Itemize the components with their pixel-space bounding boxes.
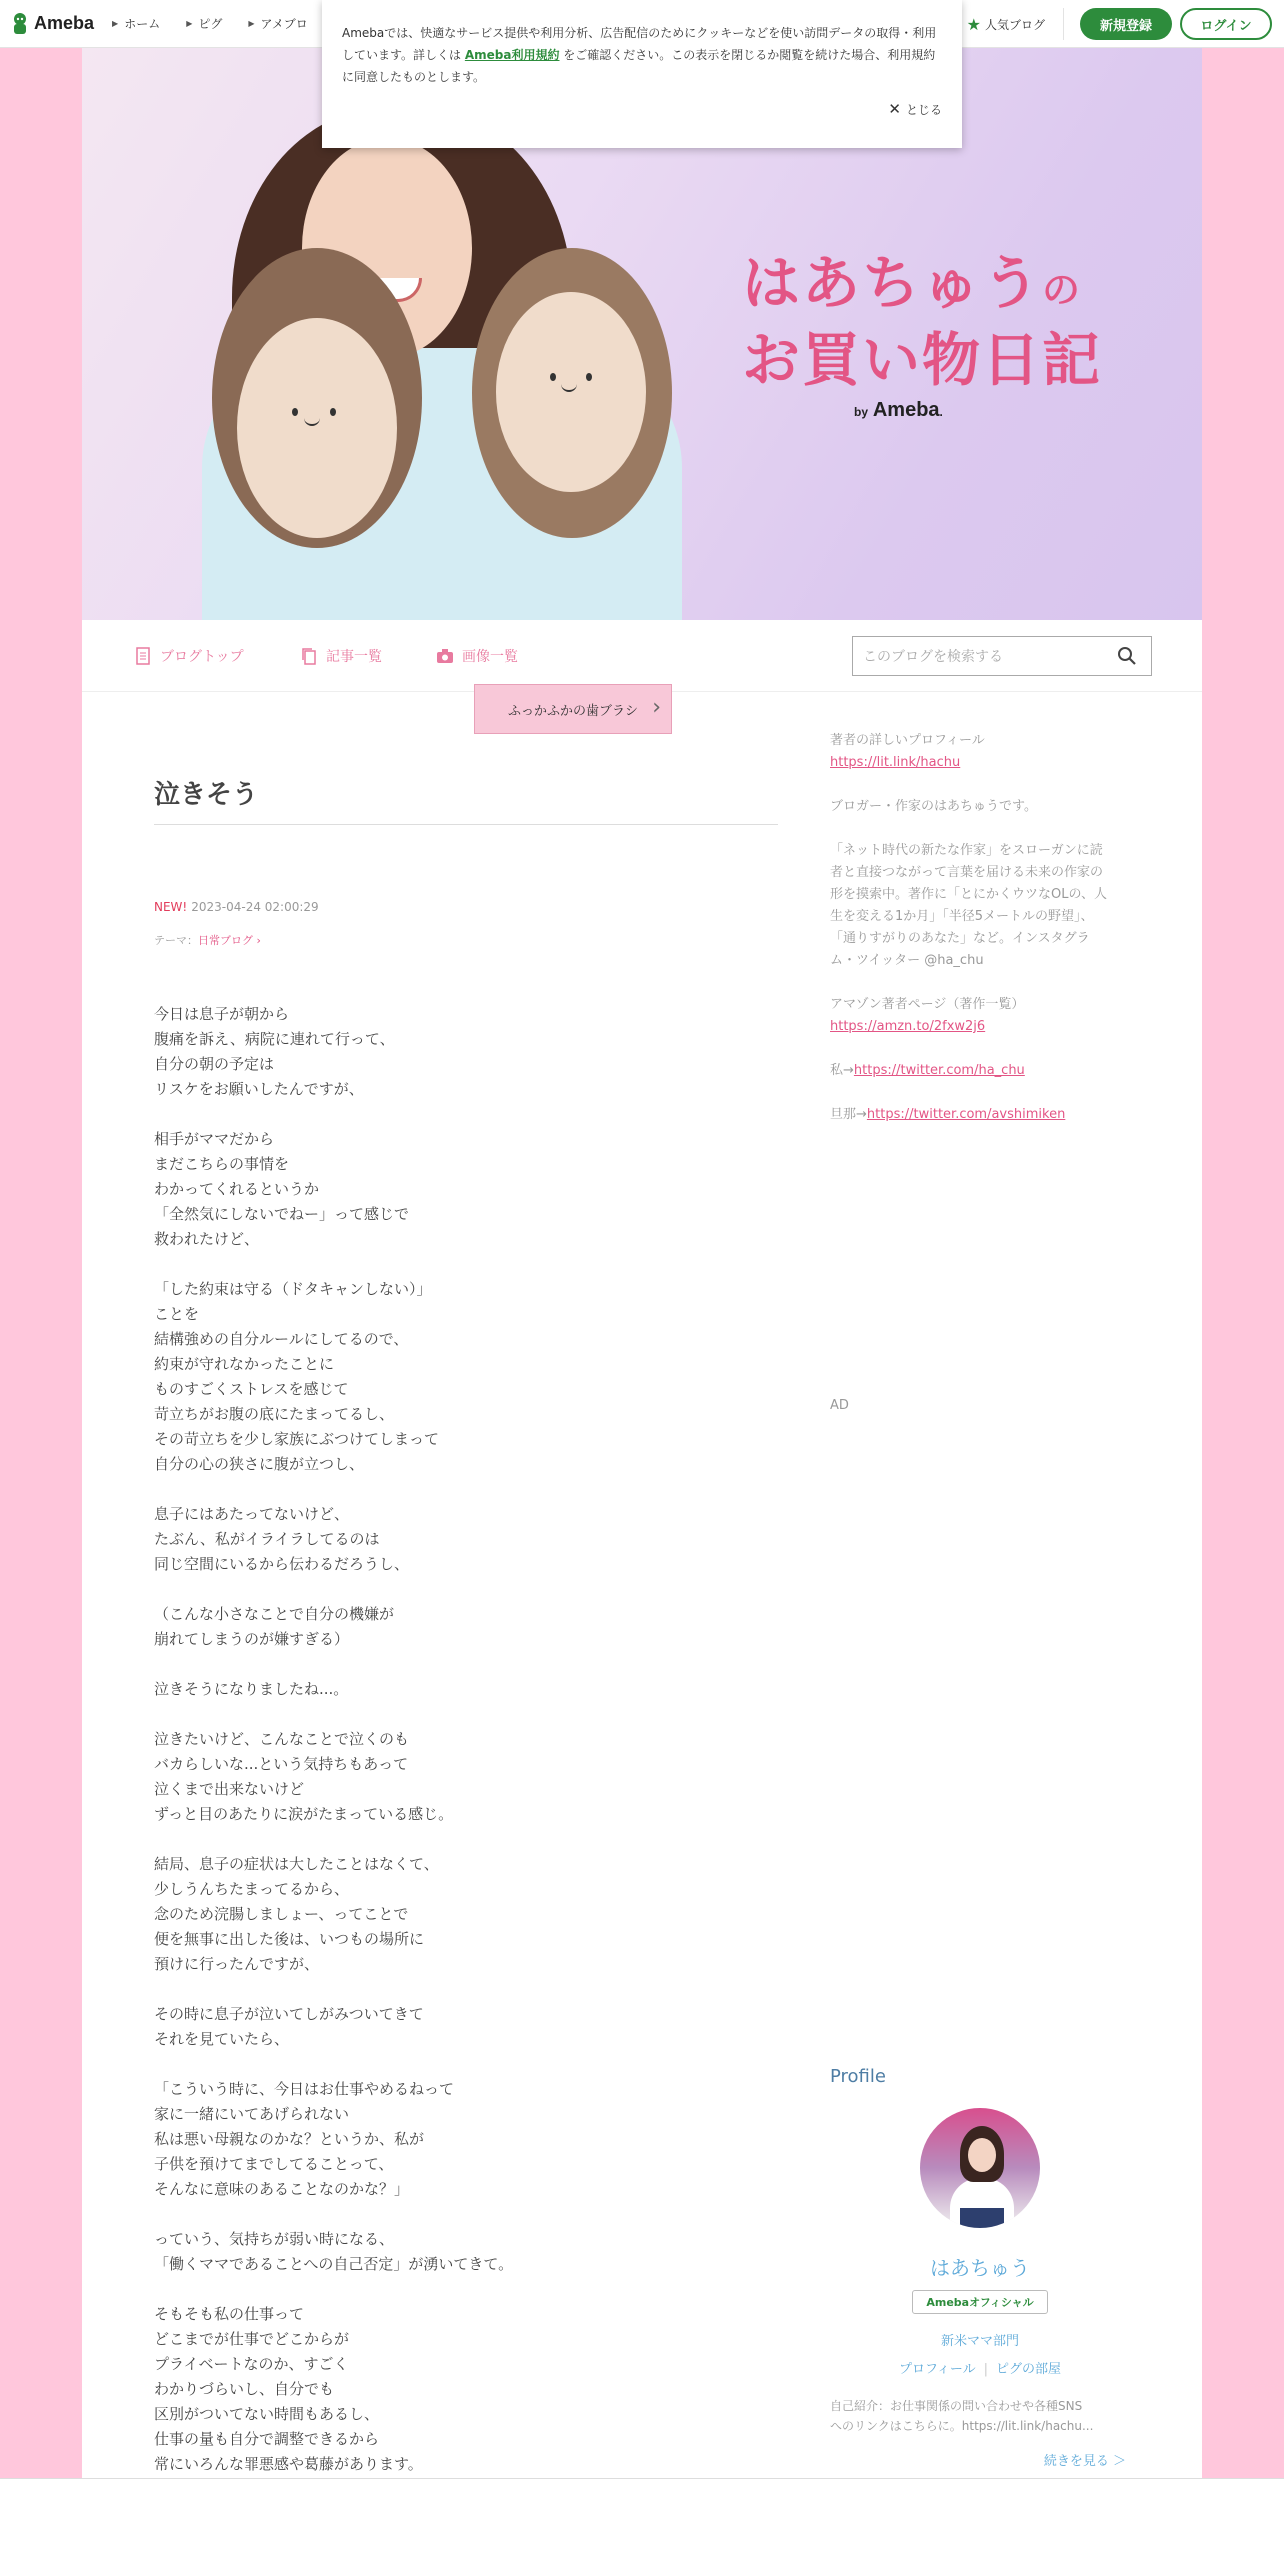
entry-body-line	[154, 1477, 778, 1502]
entry-body-line: 「こういう時に、今日はお仕事やめるねって	[154, 2080, 455, 2098]
entry-body-line: 便を無事に出した後は、いつもの場所に	[154, 1930, 425, 1948]
entry-body-line	[154, 2202, 778, 2227]
ad-label: AD	[830, 1398, 849, 1413]
entry-body-line: 苛立ちがお腹の底にたまってるし、	[154, 1405, 395, 1423]
nav-entry-list-label: 記事一覧	[326, 649, 382, 665]
entry-body-line: 「全然気にしないでねー」って感じで	[154, 1205, 410, 1223]
pr-toothbrush-button[interactable]	[474, 684, 672, 734]
profile-avatar[interactable]	[920, 2108, 1040, 2228]
entry-body-line: どこまでが仕事でどこからが	[154, 2330, 350, 2348]
sidebar-intro-line: 生を変える1か月」「半径5メートルの野望」、	[830, 909, 1094, 924]
chevron-right-icon: ›	[253, 934, 261, 947]
entry-body-line: 仕事の量も自分で調整できるから	[154, 2430, 380, 2448]
entry-body-line	[154, 1652, 778, 1677]
sidebar-intro-line: 「ネット時代の新たな作家」をスローガンに読	[830, 843, 1103, 858]
nav-entry-list[interactable]	[300, 646, 382, 666]
sidebar-intro	[830, 840, 1150, 972]
entry-body-line: 今日は息子が朝から	[154, 1005, 290, 1023]
entry-body-line: 泣きたいけど、こんなことで泣くのも	[154, 1730, 410, 1748]
gnav-home-label: ホーム	[124, 17, 161, 31]
entry-theme	[154, 932, 261, 948]
entry-body-line	[154, 1252, 778, 1277]
entry-body-line: 「した約束は守る（ドタキャンしない）」	[154, 1280, 432, 1298]
sidebar-intro-line: ム・ツイッター @ha_chu	[830, 953, 984, 968]
entry-body-line: 腹痛を訴え、病院に連れて行って、	[154, 1030, 395, 1048]
entry-body-line: 同じ空間にいるから伝わるだろうし、	[154, 1555, 410, 1573]
entry-body-line	[154, 1977, 778, 2002]
title-divider	[154, 824, 778, 825]
global-nav	[112, 15, 334, 32]
entry-body-line: たぶん、私がイライラしてるのは	[154, 1530, 380, 1548]
entry-body-line: ことを	[154, 1305, 200, 1323]
entry-body-line: 家に一緒にいてあげられない	[154, 2105, 350, 2123]
ameba-logo-text: Ameba	[34, 13, 95, 33]
entry-body-line: 泣くまで出来ないけど	[154, 1780, 305, 1798]
monkey-plush-left	[212, 248, 422, 548]
login-button[interactable]: ログイン	[1180, 8, 1272, 40]
cookie-close-button[interactable]	[888, 100, 942, 118]
entry-body-line	[154, 1577, 778, 1602]
pigg-room-link[interactable]: ピグの部屋	[996, 2362, 1062, 2377]
cookie-consent-dialog	[322, 0, 962, 148]
link-separator: |	[983, 2362, 989, 2377]
monkey-plush-right	[472, 248, 672, 538]
signup-button[interactable]: 新規登録	[1080, 8, 1172, 40]
entry-title[interactable]: 泣きそう	[154, 780, 259, 810]
copy-icon	[300, 647, 318, 665]
banner-title-line2: お買い物日記	[742, 326, 1103, 394]
entry-body-line: その時に息子が泣いてしがみついてきて	[154, 2005, 424, 2023]
entry-body-line: 子供を預けてまでしてることって、	[154, 2155, 394, 2173]
sidebar-intro-line: 者と直接つながって言葉を届ける未来の作家の	[830, 865, 1104, 880]
crown-icon: ★	[966, 14, 981, 34]
gnav-ameblo[interactable]	[248, 15, 307, 32]
entry-body-line: 念のため浣腸しましょー、ってことで	[154, 1905, 409, 1923]
close-icon: ✕	[888, 100, 901, 118]
entry-body-line: プライベートなのか、すごく	[154, 2355, 349, 2373]
entry-body-line: 崩れてしまうのが嫌すぎる）	[154, 1630, 350, 1648]
entry-body-line: バカらしいな...という気持ちもあって	[154, 1755, 409, 1773]
gnav-ameblo-label: アメブロ	[260, 17, 308, 31]
entry-body-line: それを見ていたら、	[154, 2030, 290, 2048]
entry-body-line	[154, 1702, 778, 1727]
profile-dept[interactable]: 新米ママ部門	[940, 2334, 1019, 2349]
profile-heading: Profile	[830, 2066, 886, 2087]
ameba-logo-icon	[10, 12, 30, 36]
entry-body-line: 預けに行ったんですが、	[154, 1955, 320, 1973]
gnav-home[interactable]	[112, 15, 160, 32]
entry-body-line	[154, 2277, 778, 2302]
entry-body-line: まだこちらの事情を	[154, 1155, 290, 1173]
sidebar-intro-line: 「通りすがりのあなた」など。インスタグラ	[830, 931, 1090, 946]
banner-title-no: の	[1042, 268, 1083, 312]
entry-body	[154, 1002, 778, 2477]
entry-body-line: 結構強めの自分ルールにしてるので、	[154, 1330, 409, 1348]
banner-by-ameba: by Ameba.	[854, 399, 943, 421]
cookie-consent-text	[342, 22, 942, 88]
profile-more-link[interactable]: 続きを見る ＞	[1043, 2454, 1126, 2469]
me-prefix: 私→	[830, 1063, 854, 1078]
blog-nav	[82, 620, 1202, 692]
nav-blog-top-label: ブログトップ	[160, 649, 244, 665]
entry-body-line: 泣きそうになりましたね...。	[154, 1680, 349, 1698]
nav-image-list-label: 画像一覧	[462, 649, 518, 665]
header-actions	[967, 8, 1272, 40]
entry-body-line: 相手がママだから	[154, 1130, 275, 1148]
triangle-right-icon: ▶	[112, 19, 119, 28]
profile-name[interactable]: はあちゅう	[930, 2256, 1030, 2280]
entry-body-line: 「働くママであることへの自己否定」が湧いてきて。	[154, 2255, 514, 2273]
entry-body-line: ものすごくストレスを感じて	[154, 1380, 349, 1398]
entry-meta	[154, 900, 319, 914]
entry-body-line: （こんな小さなことで自分の機嫌が	[154, 1605, 395, 1623]
twitter-link-me[interactable]: https://twitter.com/ha_chu	[853, 1063, 1025, 1078]
popular-blogs-label: 人気ブログ	[984, 17, 1045, 32]
entry-date: 2023-04-24 02:00:29	[191, 900, 319, 914]
search-icon[interactable]	[1117, 646, 1137, 666]
ameba-logo[interactable]	[10, 12, 94, 36]
terms-link[interactable]: Ameba利用規約	[464, 48, 560, 62]
entry-body-line	[154, 1102, 778, 1127]
nav-blog-top[interactable]	[134, 646, 244, 666]
official-badge: Amebaオフィシャル	[912, 2290, 1048, 2314]
husband-prefix: 旦那→	[830, 1107, 867, 1122]
chevron-right-icon: ›	[652, 695, 661, 720]
amazon-link[interactable]: https://amzn.to/2fxw2j6	[830, 1019, 986, 1034]
entry-body-line: ずっと目のあたりに涙がたまっている感じ。	[154, 1805, 454, 1823]
sidebar-intro-line: 形を摸索中。著作に「とにかくウツなOLの、人	[830, 887, 1107, 902]
cookie-text-before: Amebaでは、快適なサービス提供や利用分析、広告配信のためにクッキーなどを使い訪問データの取得・利用しています。詳しくは	[342, 26, 937, 62]
profile-link[interactable]: プロフィール	[898, 2362, 976, 2377]
entry-body-line: そんなに意味のあることなのかな？」	[154, 2180, 410, 2198]
blogger-intro: ブロガー・作家のはあちゅうです。	[830, 799, 1037, 814]
footer	[0, 2478, 1284, 2568]
triangle-right-icon: ▶	[186, 19, 193, 28]
gnav-pigg-label: ピグ	[198, 17, 223, 31]
entry-body-line: 息子にはあたってないけど、	[154, 1505, 350, 1523]
entry-body-line: リスケをお願いしたんですが、	[154, 1080, 364, 1098]
twitter-link-husband[interactable]: https://twitter.com/avshimiken	[866, 1107, 1066, 1122]
theme-label: テーマ：	[154, 934, 198, 947]
profile-detail-link[interactable]: https://lit.link/hachu	[830, 755, 961, 770]
entry-body-line: わかってくれるというか	[154, 1180, 320, 1198]
entry-body-line: 自分の朝の予定は	[154, 1055, 275, 1073]
new-badge: NEW!	[154, 900, 188, 914]
entry-body-line: 結局、息子の症状は大したことはなくて、	[154, 1855, 439, 1873]
pr-button-label: ふっかふかの歯ブラシ	[507, 703, 638, 719]
profile-intro	[830, 2396, 1130, 2436]
nav-image-list[interactable]	[436, 646, 518, 666]
profile-detail-label: 著者の詳しいプロフィール	[830, 733, 985, 748]
entry-body-line: そもそも私の仕事って	[154, 2305, 305, 2323]
profile-intro-line1: 自己紹介：お仕事関係の問い合わせや各種SNS	[830, 2399, 1083, 2413]
search-placeholder[interactable]: このブログを検索する	[863, 649, 1003, 665]
banner-title	[742, 248, 1162, 422]
banner-title-main: はあちゅう	[742, 249, 1043, 317]
entry-body-line	[154, 2052, 778, 2077]
entry-body-line: 区別がついてない時間もあるし、	[154, 2405, 380, 2423]
profile-intro-line2: へのリンクはこちらに。https://lit.link/hachu...	[830, 2419, 1094, 2433]
cookie-text-after: をご確認ください。この表示を閉じるか閲覧を続けた場合、利用規約に同意したものとします。	[342, 48, 936, 84]
entry-body-line: 少しうんちたまってるから、	[154, 1880, 350, 1898]
cookie-close-label: とじる	[905, 102, 942, 117]
entry-body-line: わかりづらいし、自分でも	[154, 2380, 335, 2398]
profile-links	[830, 2358, 1130, 2377]
entry-body-line: っていう、気持ちが弱い時になる、	[154, 2230, 395, 2248]
entry-body-line: 常にいろんな罪悪感や葛藤があります。	[154, 2455, 423, 2473]
entry-body-line: 私は悪い母親なのかな？というか、私が	[154, 2130, 425, 2148]
theme-link[interactable]: 日常ブログ	[198, 934, 253, 947]
entry-body-line: 救われたけど、	[154, 1230, 260, 1248]
document-icon	[134, 647, 152, 665]
entry-body-line	[154, 1827, 778, 1852]
triangle-right-icon: ▶	[248, 19, 255, 28]
entry-body-line: その苛立ちを少し家族にぶつけてしまって	[154, 1430, 440, 1448]
entry-body-line: 約束が守れなかったことに	[154, 1355, 335, 1373]
entry-body-line: 自分の心の狭さに腹が立つし、	[154, 1455, 365, 1473]
blog-search-input[interactable]	[852, 636, 1152, 676]
popular-blogs-link[interactable]	[967, 15, 1045, 34]
header-divider	[1063, 8, 1064, 40]
sidebar-profile-text	[830, 730, 1150, 1126]
camera-icon	[436, 647, 454, 665]
amazon-label: アマゾン著者ページ（著作一覧）	[830, 997, 1025, 1012]
gnav-pigg[interactable]	[186, 15, 222, 32]
